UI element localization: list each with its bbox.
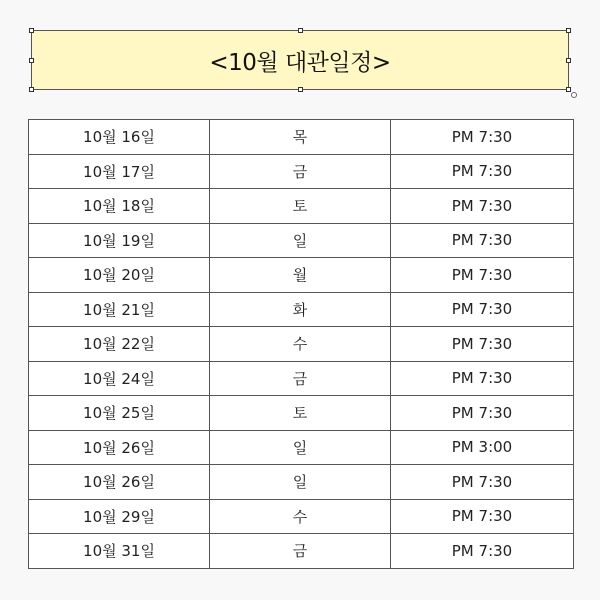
resize-handle-bottom-left[interactable] <box>29 87 34 92</box>
time-cell: PM 7:30 <box>391 465 574 500</box>
date-cell: 10월 25일 <box>29 396 210 431</box>
table-row <box>29 327 574 362</box>
weekday-cell: 금 <box>210 361 391 396</box>
table-row <box>29 292 574 327</box>
time-cell: PM 7:30 <box>391 120 574 155</box>
time-cell: PM 7:30 <box>391 361 574 396</box>
time-cell: PM 7:30 <box>391 154 574 189</box>
table-row <box>29 499 574 534</box>
weekday-cell: 수 <box>210 327 391 362</box>
page-title: <10월 대관일정> <box>209 49 391 76</box>
table-row <box>29 258 574 293</box>
table-row <box>29 534 574 569</box>
date-cell: 10월 29일 <box>29 499 210 534</box>
table-row <box>29 396 574 431</box>
date-cell: 10월 24일 <box>29 361 210 396</box>
resize-handle-middle-left[interactable] <box>29 58 34 63</box>
table-row <box>29 223 574 258</box>
title-text-box[interactable] <box>31 30 569 90</box>
weekday-cell: 일 <box>210 223 391 258</box>
date-cell: 10월 26일 <box>29 465 210 500</box>
table-row <box>29 465 574 500</box>
weekday-cell: 토 <box>210 189 391 224</box>
weekday-cell: 일 <box>210 430 391 465</box>
time-cell: PM 3:00 <box>391 430 574 465</box>
time-cell: PM 7:30 <box>391 223 574 258</box>
date-cell: 10월 16일 <box>29 120 210 155</box>
weekday-cell: 화 <box>210 292 391 327</box>
weekday-cell: 일 <box>210 465 391 500</box>
table-row <box>29 120 574 155</box>
table-row <box>29 189 574 224</box>
date-cell: 10월 22일 <box>29 327 210 362</box>
resize-handle-top-right[interactable] <box>566 28 571 33</box>
rotate-handle[interactable] <box>571 92 577 98</box>
weekday-cell: 금 <box>210 534 391 569</box>
weekday-cell: 금 <box>210 154 391 189</box>
time-cell: PM 7:30 <box>391 534 574 569</box>
table-row <box>29 430 574 465</box>
weekday-cell: 수 <box>210 499 391 534</box>
time-cell: PM 7:30 <box>391 396 574 431</box>
date-cell: 10월 19일 <box>29 223 210 258</box>
resize-handle-top-left[interactable] <box>29 28 34 33</box>
resize-handle-middle-right[interactable] <box>566 58 571 63</box>
time-cell: PM 7:30 <box>391 327 574 362</box>
date-cell: 10월 18일 <box>29 189 210 224</box>
table-row <box>29 154 574 189</box>
resize-handle-top-middle[interactable] <box>298 28 303 33</box>
date-cell: 10월 20일 <box>29 258 210 293</box>
table-row <box>29 361 574 396</box>
date-cell: 10월 21일 <box>29 292 210 327</box>
date-cell: 10월 17일 <box>29 154 210 189</box>
weekday-cell: 토 <box>210 396 391 431</box>
date-cell: 10월 31일 <box>29 534 210 569</box>
date-cell: 10월 26일 <box>29 430 210 465</box>
schedule-table <box>28 119 574 569</box>
weekday-cell: 목 <box>210 120 391 155</box>
resize-handle-bottom-middle[interactable] <box>298 87 303 92</box>
resize-handle-bottom-right[interactable] <box>566 87 571 92</box>
time-cell: PM 7:30 <box>391 292 574 327</box>
weekday-cell: 월 <box>210 258 391 293</box>
time-cell: PM 7:30 <box>391 499 574 534</box>
time-cell: PM 7:30 <box>391 189 574 224</box>
time-cell: PM 7:30 <box>391 258 574 293</box>
